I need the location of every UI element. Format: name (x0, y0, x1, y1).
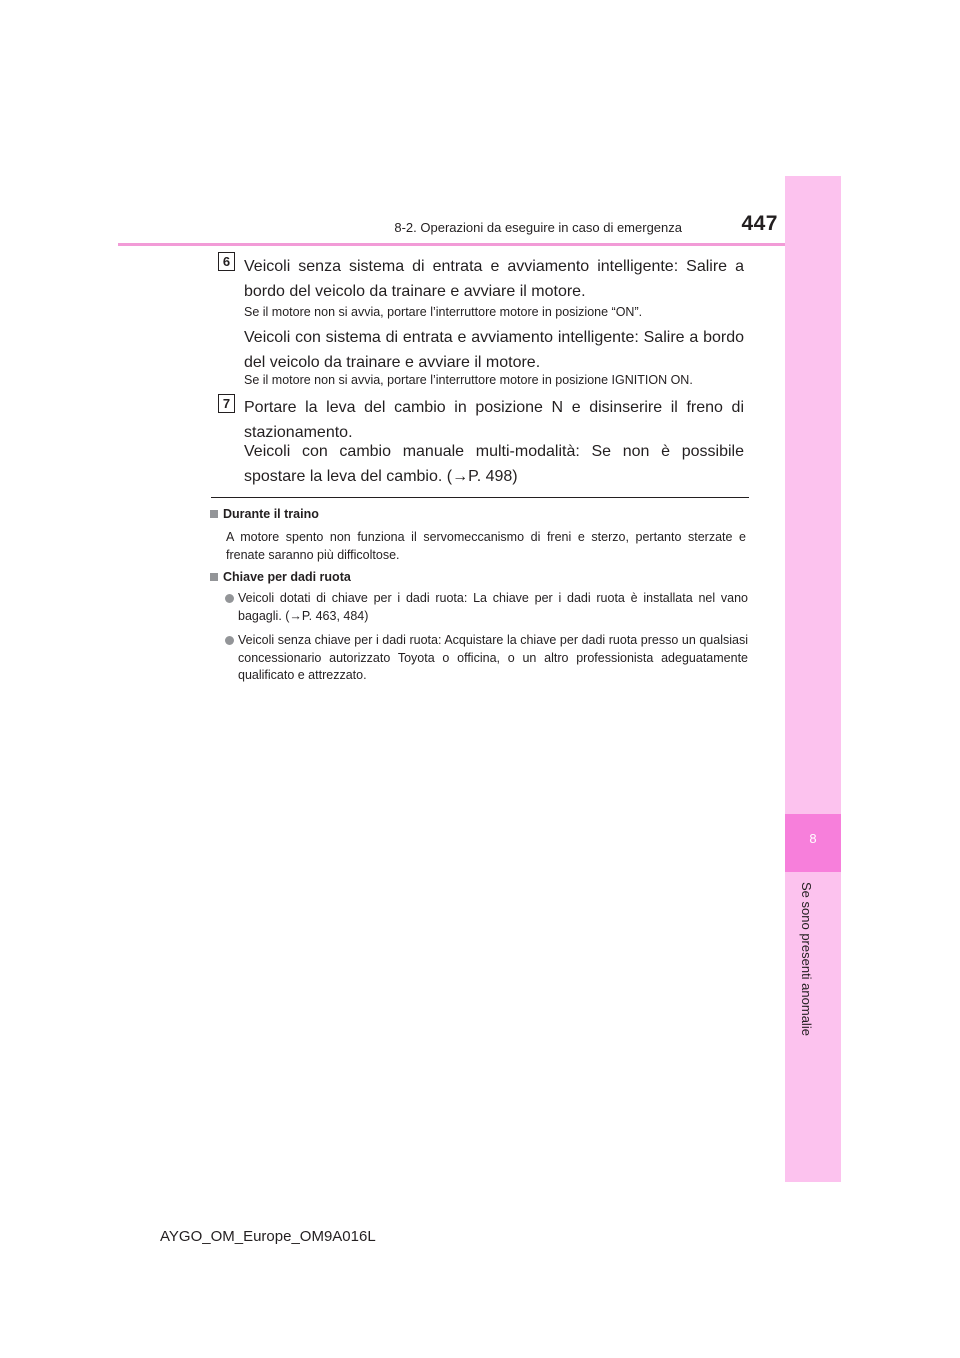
square-bullet-icon (210, 510, 218, 518)
step-7-paragraph-1: Portare la leva del cambio in posizione N e disinserire il freno di stazionamento. (244, 399, 744, 441)
note-heading-towing (210, 507, 319, 521)
header-rule (118, 243, 841, 246)
step-number-7: 7 (218, 394, 235, 413)
chapter-number: 8 (809, 831, 817, 846)
bullet-wheel-nut-key-not-equipped: Veicoli senza chiave per i dadi ruota: Acquistare la chiave per dadi ruota presso un qualsiasi concessionario autorizzato Toyota o officina, o un altro professionista adeguatamente qualificato e attrezzato. (238, 633, 748, 682)
step-6-note-2: Se il motore non si avvia, portare l’interruttore motore in posizione IGNITION ON. (244, 373, 693, 387)
step-6-paragraph-1: Veicoli senza sistema di entrata e avviamento intelligente: Salire a bordo del veicolo da trainare e avviare il motore. (244, 258, 744, 300)
section-divider (211, 497, 749, 498)
note-heading-towing-label: Durante il traino (223, 507, 319, 521)
step-7-paragraph-2: Veicoli con cambio manuale multi-modalità: Se non è possibile spostare la leva del cambio. (→P. 498) (244, 443, 744, 485)
page-number: 447 (741, 212, 778, 235)
note-heading-wheel-nut-key (210, 570, 351, 584)
step-number-6: 6 (218, 252, 235, 271)
note-heading-wheel-nut-key-label: Chiave per dadi ruota (223, 570, 351, 584)
footer-doc-code: AYGO_OM_Europe_OM9A016L (160, 1228, 376, 1245)
bullet-wheel-nut-key-equipped: Veicoli dotati di chiave per i dadi ruota: La chiave per i dadi ruota è installata nel vano bagagli. (→P. 463, 484) (238, 591, 748, 623)
round-bullet-icon (225, 636, 234, 645)
chapter-label: Se sono presenti anomalie (799, 882, 814, 1036)
round-bullet-icon (225, 594, 234, 603)
step-6-paragraph-2: Veicoli con sistema di entrata e avviamento intelligente: Salire a bordo del veicolo da trainare e avviare il motore. (244, 329, 744, 371)
step-6-note-1: Se il motore non si avvia, portare l’interruttore motore in posizione “ON”. (244, 305, 643, 319)
note-text-towing: A motore spento non funziona il servomeccanismo di freni e sterzo, pertanto sterzate e frenate saranno più difficoltose. (226, 530, 746, 562)
square-bullet-icon (210, 573, 218, 581)
section-title: 8-2. Operazioni da eseguire in caso di emergenza (394, 220, 682, 235)
